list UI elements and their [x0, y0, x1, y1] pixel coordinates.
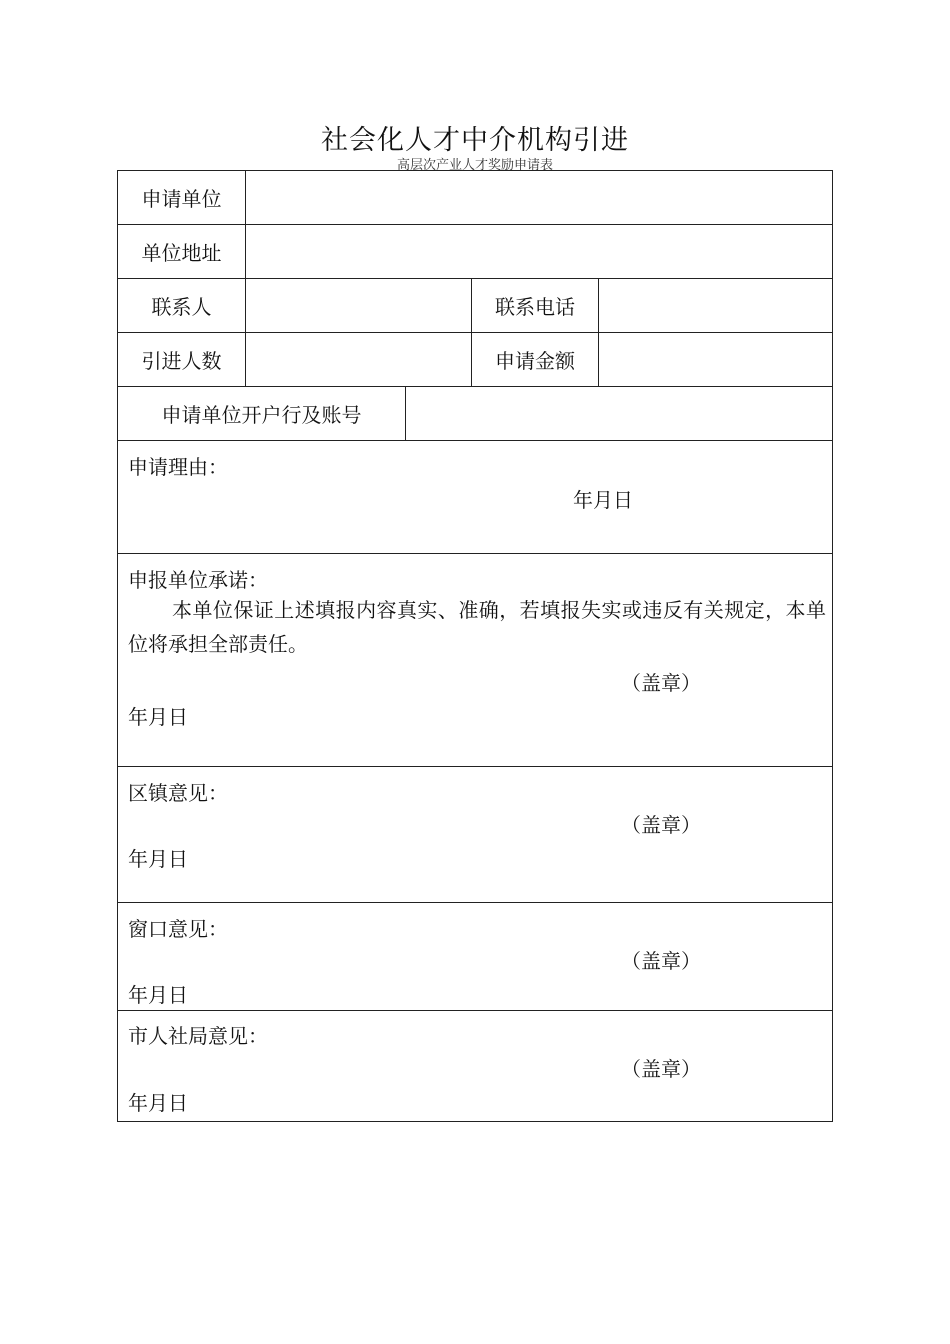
document-subtitle: 高层次产业人才奖励申请表: [396, 158, 553, 173]
label-introduced-count: 引进人数: [141, 349, 222, 373]
row-window-opinion[interactable]: [118, 903, 832, 1011]
label-town-opinion: 区镇意见：: [128, 781, 228, 805]
row-commitment: [118, 554, 832, 767]
label-bank-account: 申请单位开户行及账号: [161, 403, 362, 427]
hr-bureau-opinion-seal: （盖章）: [621, 1057, 701, 1081]
field-introduced-count[interactable]: [245, 333, 471, 386]
reason-date: 年月日: [573, 488, 633, 512]
window-opinion-seal: （盖章）: [621, 949, 701, 973]
hr-bureau-opinion-date: 年月日: [128, 1091, 188, 1115]
application-form-table: [117, 170, 833, 1122]
label-reason: 申请理由：: [128, 455, 228, 479]
field-unit-address[interactable]: [245, 225, 832, 278]
row-bank-account: [118, 387, 832, 441]
field-bank-account[interactable]: [405, 387, 832, 440]
row-unit-address: [118, 225, 832, 279]
row-town-opinion[interactable]: [118, 767, 832, 903]
commitment-text: 本单位保证上述填报内容真实、准确，若填报失实或违反有关规定，本单位将承担全部责任。: [128, 598, 826, 656]
commitment-seal: （盖章）: [621, 671, 701, 695]
label-window-opinion: 窗口意见：: [128, 917, 228, 941]
document-title: 社会化人才中介机构引进: [321, 125, 629, 156]
label-unit-address: 单位地址: [141, 241, 222, 265]
town-opinion-date: 年月日: [128, 847, 188, 871]
label-hr-bureau-opinion: 市人社局意见：: [128, 1024, 268, 1048]
commitment-date: 年月日: [128, 705, 188, 729]
row-reason[interactable]: [118, 441, 832, 554]
label-applicant-unit: 申请单位: [141, 187, 222, 211]
field-apply-amount[interactable]: [598, 333, 832, 386]
label-contact-phone: 联系电话: [471, 279, 598, 332]
row-applicant-unit: [118, 171, 832, 225]
row-count-amount: [118, 333, 832, 387]
field-contact-person[interactable]: [245, 279, 471, 332]
field-contact-phone[interactable]: [598, 279, 832, 332]
row-hr-bureau-opinion[interactable]: [118, 1011, 832, 1121]
row-contact: [118, 279, 832, 333]
label-commitment: 申报单位承诺：: [128, 568, 268, 592]
window-opinion-date: 年月日: [128, 983, 188, 1007]
field-applicant-unit[interactable]: [245, 171, 832, 224]
label-contact-person: 联系人: [151, 295, 212, 319]
town-opinion-seal: （盖章）: [621, 813, 701, 837]
label-apply-amount: 申请金额: [471, 333, 598, 386]
